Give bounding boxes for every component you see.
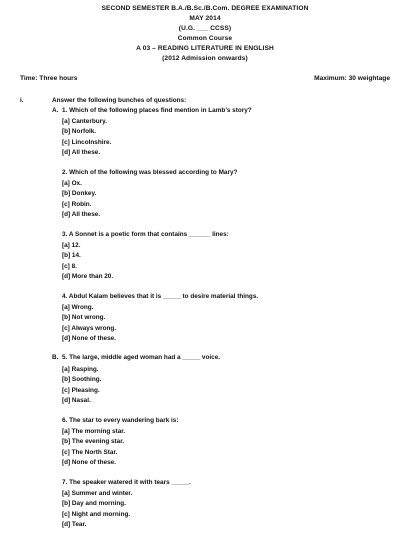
- option: [d] All these.: [62, 211, 101, 218]
- option: [c] Always wrong.: [62, 325, 117, 332]
- option: [a] Canterbury.: [62, 118, 107, 125]
- option: [b] 14.: [62, 252, 81, 259]
- option: [c] Night and morning.: [62, 511, 131, 518]
- course-title: A 03 – READING LITERATURE IN ENGLISH: [136, 45, 274, 52]
- option: [a] Wrong.: [62, 304, 94, 311]
- question: 5. The large, middle aged woman had a _____ voice.: [62, 354, 221, 361]
- option: [d] Tear.: [62, 521, 87, 528]
- option: [a] Ox.: [62, 180, 82, 187]
- question: 1. Which of the following places find mention in Lamb's story?: [62, 107, 252, 114]
- option: [b] Not wrong.: [62, 314, 106, 321]
- section-label: B.: [52, 354, 59, 361]
- option: [d] More than 20.: [62, 273, 114, 280]
- course-type: Common Course: [177, 35, 233, 42]
- max-weightage: Maximum: 30 weightage: [314, 75, 390, 82]
- question: 6. The star to every wandering bark is:: [62, 417, 179, 424]
- option: [b] Norfolk.: [62, 128, 97, 135]
- option: [d] Nasal.: [62, 397, 91, 404]
- question: 2. Which of the following was blessed according to Mary?: [62, 169, 238, 176]
- option: [b] Donkey.: [62, 190, 97, 197]
- option: [b] The evening star.: [62, 438, 125, 445]
- section-label: A.: [52, 107, 59, 114]
- option: [a] Rasping.: [62, 366, 99, 373]
- exam-title: SECOND SEMESTER B.A./B.Sc./B.Com. DEGREE EXAMINATION: [101, 5, 309, 12]
- option: [a] Summer and winter.: [62, 490, 133, 497]
- option: [c] The North Star.: [62, 449, 118, 456]
- question: 4. Abdul Kalam believes that it is _____ to desire material things.: [62, 293, 259, 300]
- question: 7. The speaker watered it with tears _____.: [62, 479, 191, 486]
- option: [b] Soothing.: [62, 376, 102, 383]
- option: [a] 12.: [62, 242, 81, 249]
- option: [c] 8.: [62, 263, 77, 270]
- option: [c] Lincolnshire.: [62, 139, 112, 146]
- option: [c] Robin.: [62, 201, 92, 208]
- question: 3. A Sonnet is a poetic form that contains ______ lines:: [62, 231, 229, 238]
- part-instruction: Answer the following bunches of questions:: [52, 97, 187, 104]
- option: [b] Day and morning.: [62, 500, 126, 507]
- exam-scheme: (U.G. ___ CCSS): [178, 25, 232, 32]
- admission-note: (2012 Admission onwards): [162, 55, 248, 62]
- option: [d] None of these.: [62, 335, 116, 342]
- option: [d] All these.: [62, 149, 101, 156]
- part-number: i.: [20, 97, 24, 104]
- exam-date: MAY 2014: [189, 15, 221, 22]
- option: [c] Pleasing.: [62, 387, 100, 394]
- time-allowed: Time: Three hours: [20, 75, 78, 82]
- option: [d] None of these.: [62, 459, 116, 466]
- option: [a] The morning star.: [62, 428, 126, 435]
